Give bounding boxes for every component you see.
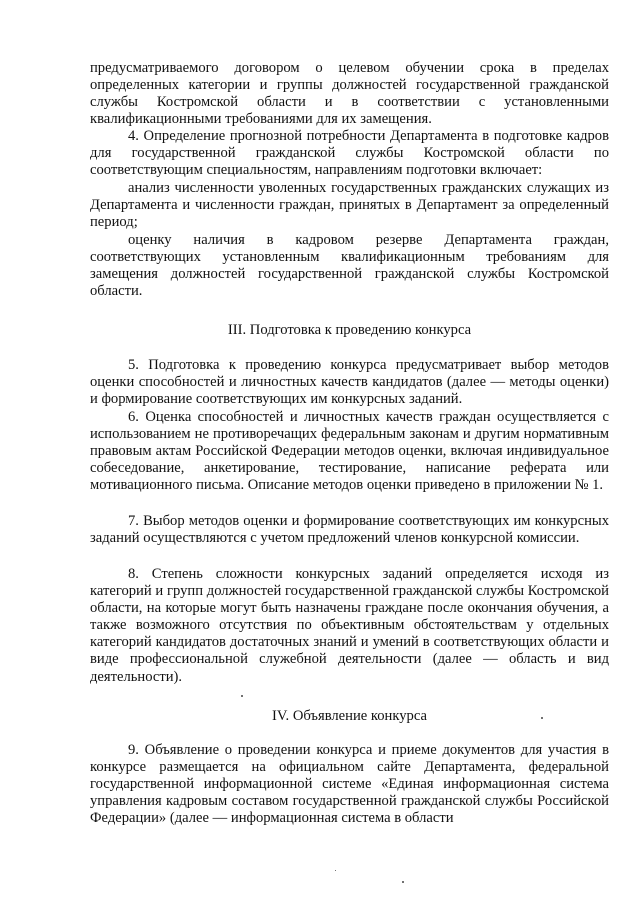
paragraph-8: 8. Степень сложности конкурсных заданий определяется исходя из категорий и групп должностей государственной гражданской службы Костромской области, на которые могут быть назначены граждане после окончания обучения, а также возможного отсутствия по объективным обстоятельствам у отдельных категорий кандидатов достаточных знаний и умений в соответствующих области и виде профессиональной служебной деятельности (далее — область и вид деятельности).	[90, 566, 609, 685]
paragraph-continuation: предусматриваемого договором о целевом обучении срока в пределах определенных категории и группы должностей государственной гражданской службы Костромской области и в соответствии с установленными квалификационными требованиями для их замещения.	[90, 60, 609, 128]
section-3-heading: III. Подготовка к проведению конкурса	[227, 322, 472, 338]
paragraph-9: 9. Объявление о проведении конкурса и приеме документов для участия в конкурсе размещается на официальном сайте Департамента, федеральной государственной информационной системе «Единая информационная система управления кадровым составом государственной гражданской службы Российской Федерации» (далее — информационная система в области	[90, 742, 609, 827]
paragraph-4-item-b: оценку наличия в кадровом резерве Департамента граждан, соответствующих установленным квалификационным требованиям для замещения должностей государственной гражданской службы Костромской области.	[90, 232, 609, 300]
paragraph-7: 7. Выбор методов оценки и формирование соответствующих им конкурсных заданий осуществляются с учетом предложений членов конкурсной комиссии.	[90, 513, 609, 547]
scan-speck	[335, 870, 336, 871]
scan-speck	[241, 695, 243, 697]
section-4-heading: IV. Объявление конкурса	[272, 708, 427, 724]
paragraph-6: 6. Оценка способностей и личностных качеств граждан осуществляется с использованием не противоречащих федеральным законам и другим нормативным правовым актам Российской Федерации методов оценки, включая индивидуальное собеседование, анкетирование, тестирование, написание реферата или мотивационного письма. Описание методов оценки приведено в приложении № 1.	[90, 409, 609, 494]
paragraph-5: 5. Подготовка к проведению конкурса предусматривает выбор методов оценки способностей и личностных качеств кандидатов (далее — методы оценки) и формирование соответствующих им конкурсных заданий.	[90, 357, 609, 408]
paragraph-4-item-a: анализ численности уволенных государственных гражданских служащих из Департамента и численности граждан, принятых в Департамент за определенный период;	[90, 180, 609, 231]
paragraph-4: 4. Определение прогнозной потребности Департамента в подготовке кадров для государственной гражданской службы Костромской области по соответствующим специальностям, направлениям подготовки включает:	[90, 128, 609, 179]
scan-speck	[541, 717, 543, 719]
scan-speck	[402, 881, 404, 883]
